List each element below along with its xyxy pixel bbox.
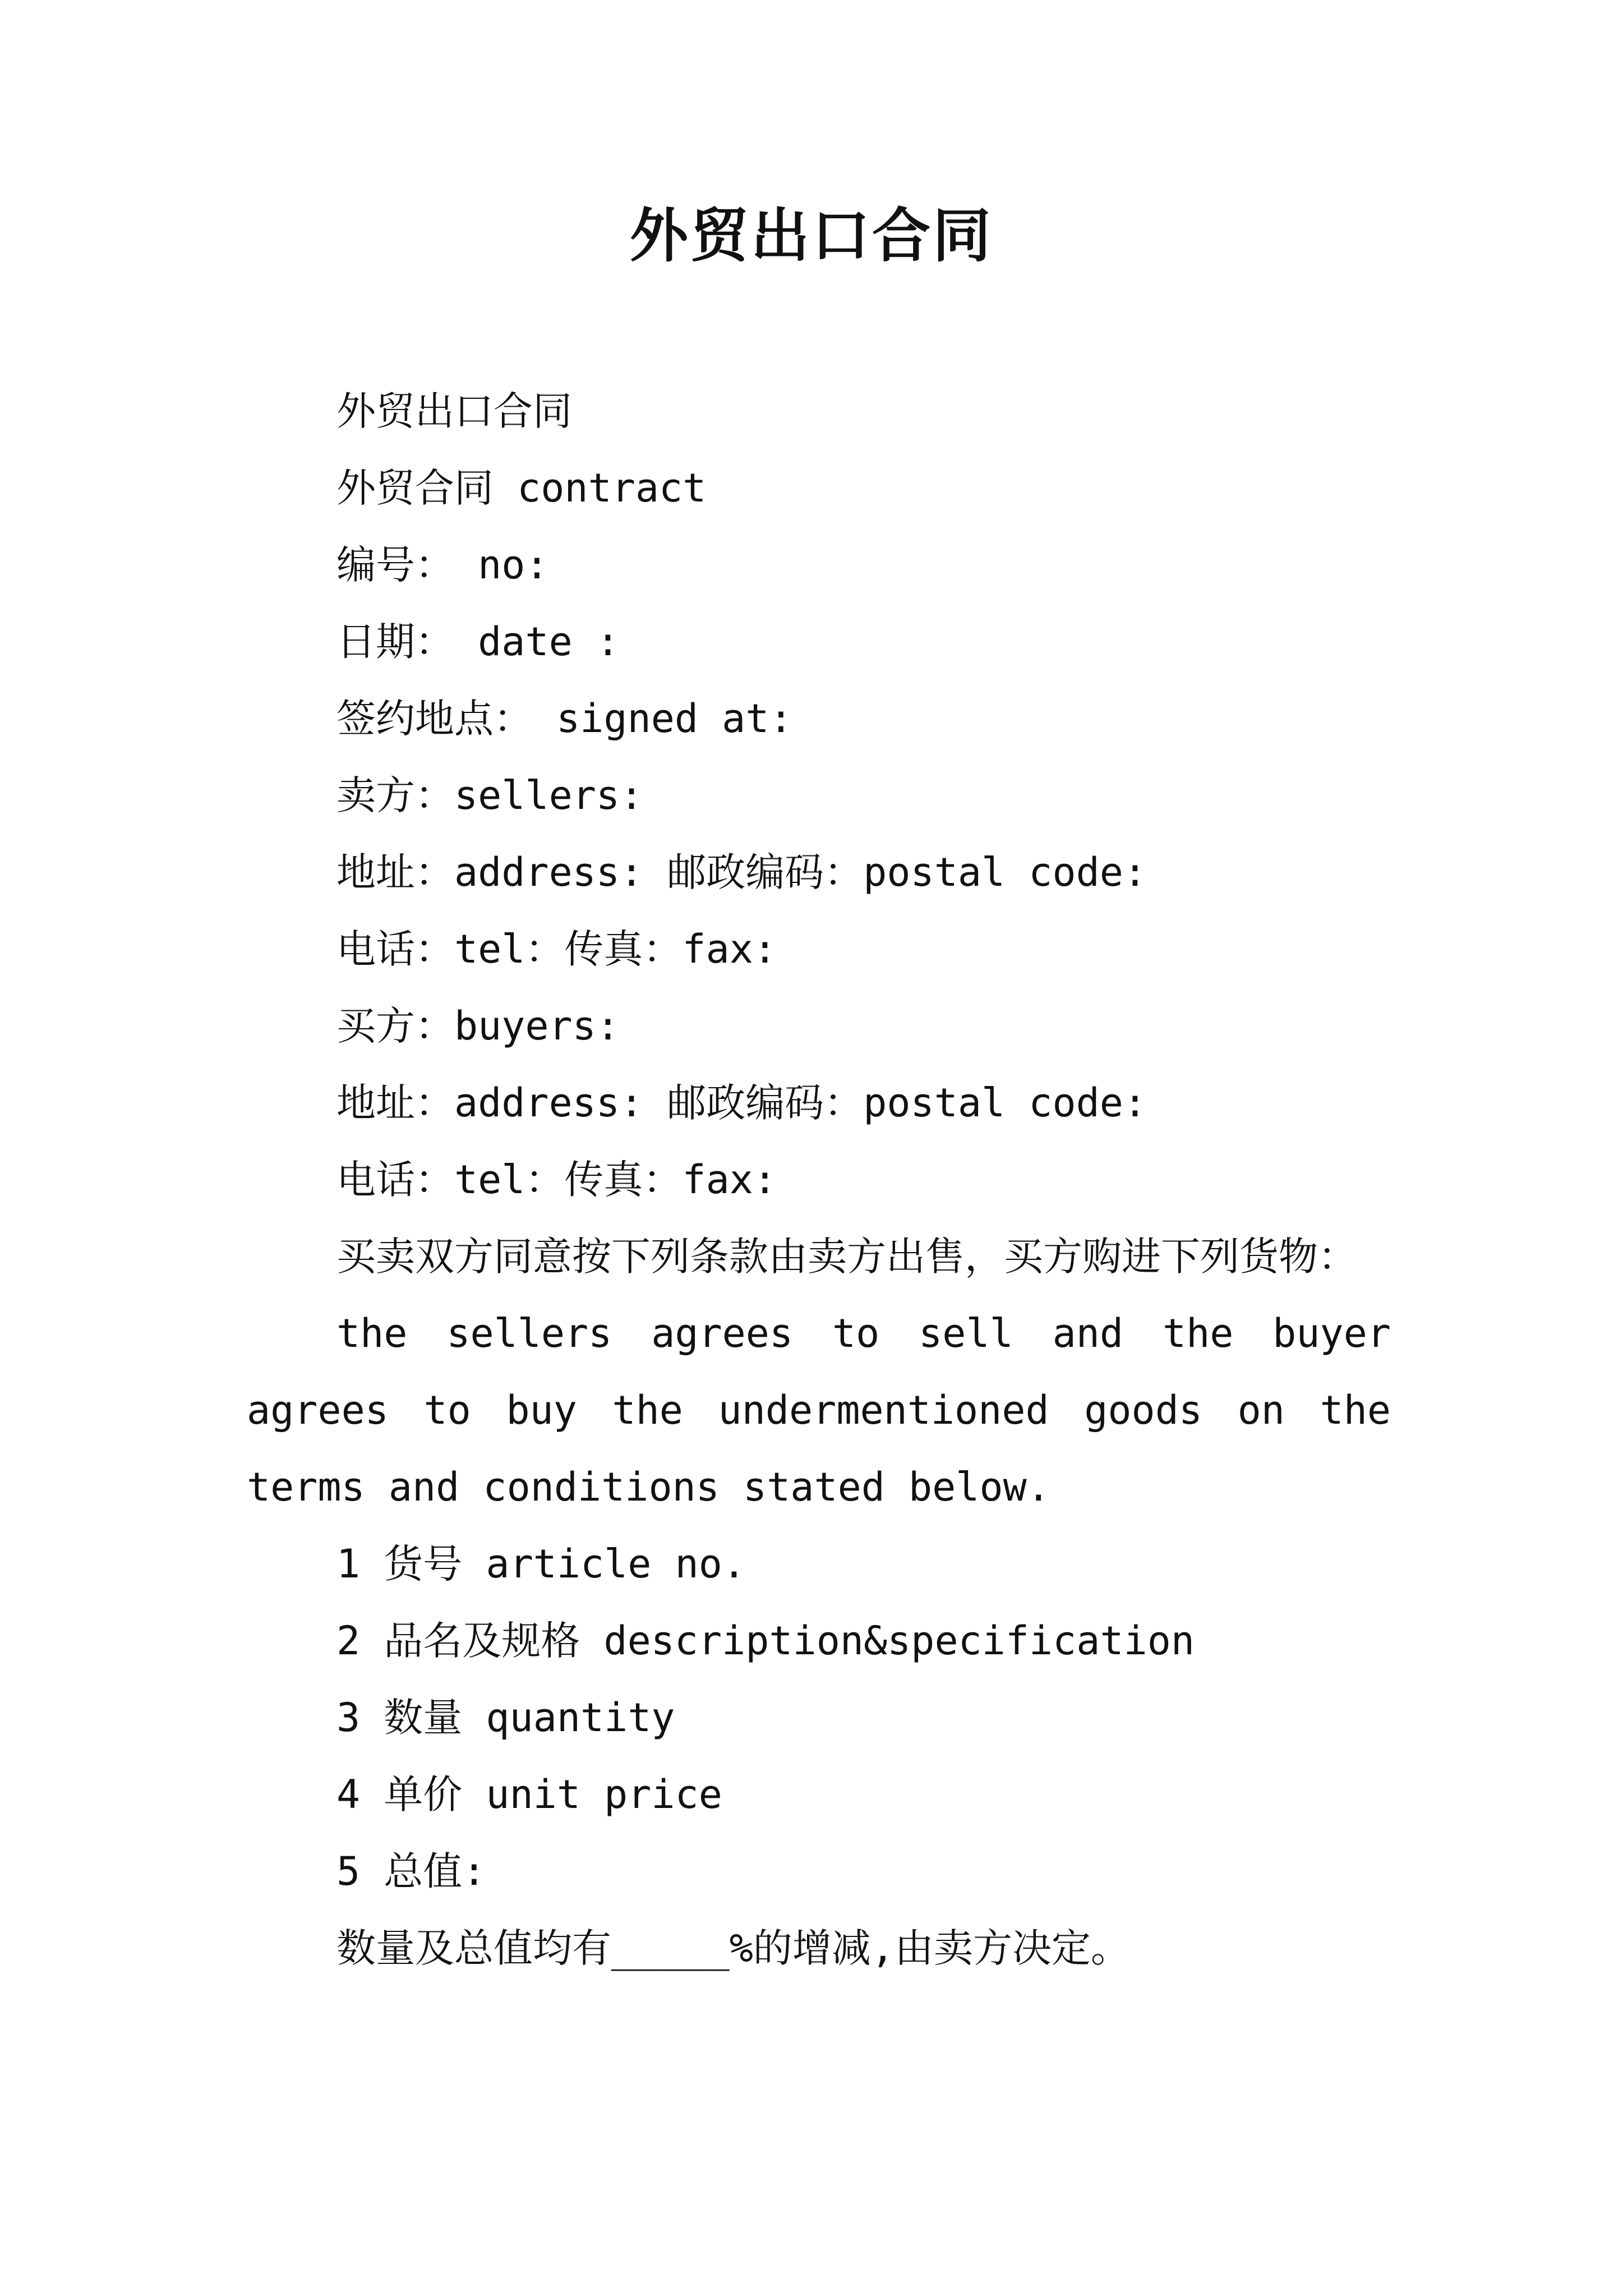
line-signed-at: 签约地点： signed at: — [336, 696, 793, 742]
line-buyer-contact: 电话：tel：传真：fax: — [336, 1157, 777, 1203]
line-sellers: 卖方：sellers: — [336, 772, 644, 818]
agreement-paragraph-en: the sellers agrees to sell and the buyer agrees to buy the undermentioned goods on the terms and conditions stated below. — [247, 1310, 1391, 1510]
closing-line: 数量及总值均有_____%的增减,由卖方决定。 — [336, 1925, 1131, 1971]
line-buyers: 买方：buyers: — [336, 1003, 620, 1049]
line-seller-contact: 电话：tel：传真：fax: — [336, 926, 777, 972]
document-body — [247, 373, 1391, 1987]
agreement-paragraph-cn: 买卖双方同意按下列条款由卖方出售，买方购进下列货物： — [336, 1234, 1357, 1280]
item-description: 2 品名及规格 description&specification — [336, 1618, 1195, 1664]
line-number: 编号： no: — [336, 542, 549, 588]
item-article-no: 1 货号 article no. — [336, 1541, 746, 1587]
line-contract-heading: 外贸出口合同 — [336, 388, 572, 434]
line-contract-label: 外贸合同 contract — [336, 465, 707, 511]
document-title: 外贸出口合同 — [629, 201, 993, 270]
item-quantity: 3 数量 quantity — [336, 1695, 675, 1741]
line-date: 日期： date : — [336, 619, 620, 665]
line-buyer-address: 地址：address: 邮政编码：postal code: — [336, 1080, 1147, 1126]
item-unit-price: 4 单价 unit price — [336, 1772, 722, 1818]
line-seller-address: 地址：address: 邮政编码：postal code: — [336, 849, 1147, 895]
item-total-value: 5 总值: — [336, 1848, 486, 1894]
